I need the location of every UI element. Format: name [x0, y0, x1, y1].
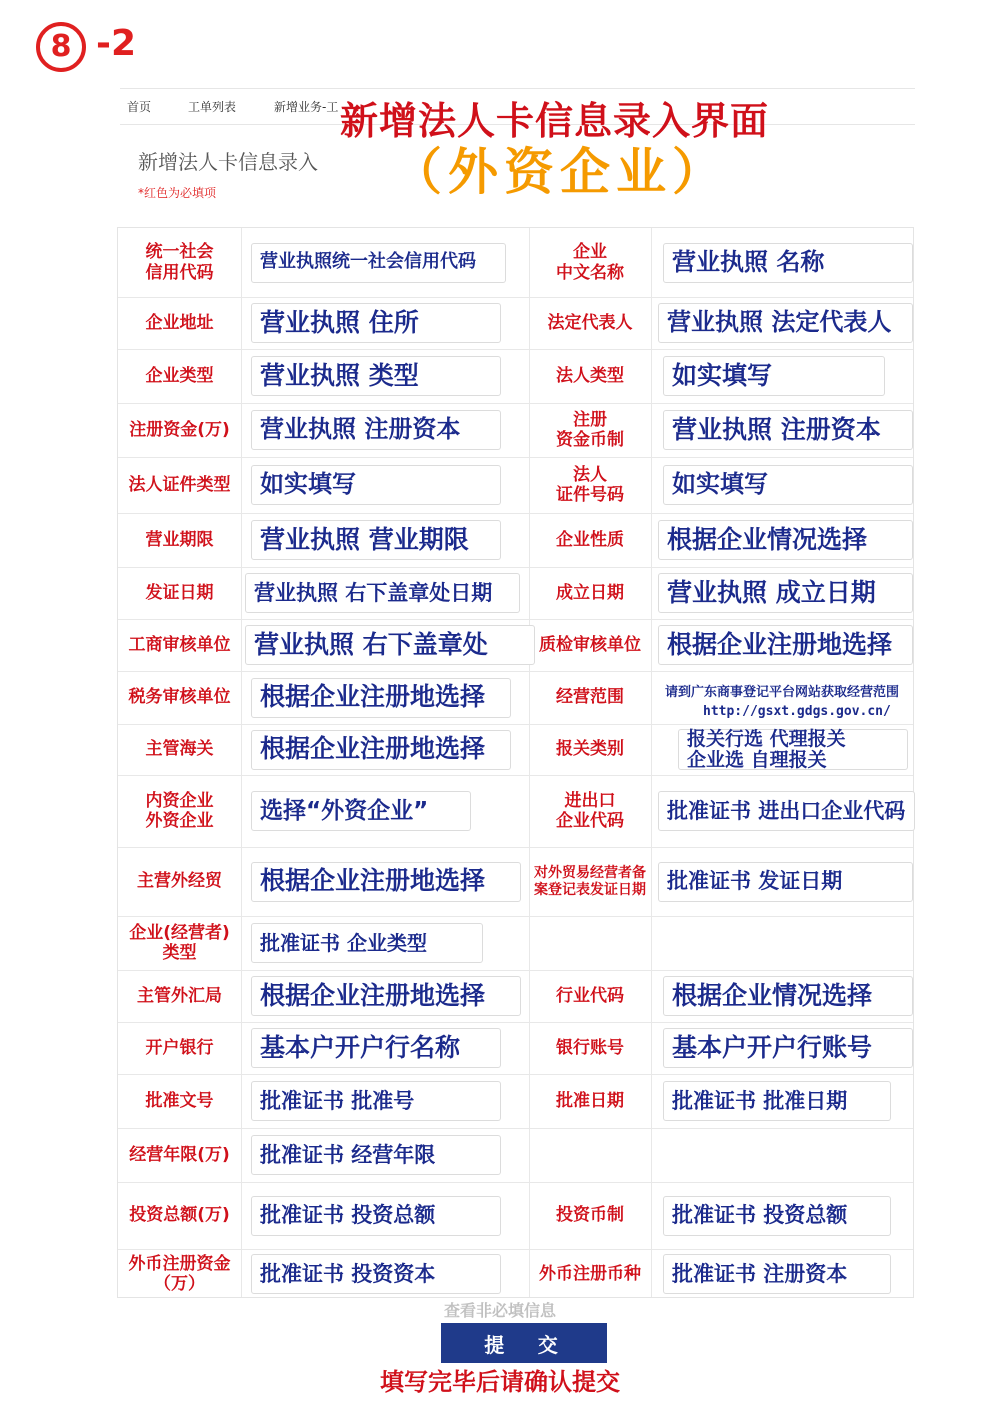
footer-note: 填写完毕后请确认提交	[380, 1368, 620, 1396]
step-suffix: -2	[96, 23, 136, 64]
field-label: 质检审核单位	[539, 634, 641, 655]
tab-work-orders[interactable]: 工单列表	[188, 100, 237, 114]
field-input[interactable]: 营业执照 右下盖章处	[245, 625, 535, 665]
field-label: 批准文号	[145, 1090, 214, 1111]
field-label: 对外贸易经营者备 案登记表发证日期	[534, 864, 646, 898]
field-label: 税务审核单位	[128, 687, 231, 708]
submit-button[interactable]: 提 交	[441, 1323, 607, 1363]
tab-new-business[interactable]: 新增业务-工	[274, 100, 339, 114]
field-input[interactable]: 营业执照 类型	[251, 356, 501, 396]
field-input[interactable]: 营业执照 成立日期	[658, 573, 913, 613]
step-number-badge: 8	[36, 22, 86, 72]
field-input[interactable]: 基本户开户行账号	[663, 1028, 913, 1068]
form-title: 新增法人卡信息录入	[138, 150, 318, 174]
field-label: 企业地址	[145, 312, 214, 333]
field-input[interactable]: 批准证书 批准号	[251, 1081, 501, 1121]
field-label: 法定代表人	[547, 312, 633, 333]
field-label: 开户银行	[145, 1037, 214, 1058]
field-label: 注册资金(万)	[129, 419, 230, 440]
field-label: 银行账号	[556, 1037, 624, 1058]
field-input[interactable]: 根据企业注册地选择	[251, 678, 511, 718]
field-label: 经营年限(万)	[129, 1144, 230, 1165]
required-note: *红色为必填项	[138, 186, 217, 200]
field-input[interactable]: 批准证书 进出口企业代码	[658, 791, 915, 831]
field-label: 企业 中文名称	[556, 242, 624, 283]
field-input[interactable]: 批准证书 经营年限	[251, 1135, 501, 1175]
field-label: 营业期限	[145, 529, 214, 550]
tab-bar-top-divider	[120, 88, 915, 89]
field-label: 主管海关	[145, 739, 214, 760]
field-input[interactable]: 营业执照 注册资本	[251, 410, 501, 450]
field-input[interactable]: 营业执照 名称	[663, 243, 913, 283]
view-optional-info-link[interactable]: 查看非必填信息	[443, 1301, 556, 1320]
field-input[interactable]: 批准证书 投资总额	[663, 1196, 891, 1236]
field-label: 注册 资金币制	[556, 409, 624, 450]
field-label: 企业性质	[556, 529, 624, 550]
field-input[interactable]: 如实填写	[251, 465, 501, 505]
field-input[interactable]: 营业执照 营业期限	[251, 520, 501, 560]
tab-home[interactable]: 首页	[127, 100, 152, 114]
field-label: 投资币制	[556, 1205, 624, 1226]
field-input[interactable]: 根据企业情况选择	[663, 976, 913, 1016]
field-input[interactable]: 根据企业注册地选择	[251, 976, 521, 1016]
field-input[interactable]: 营业执照 住所	[251, 303, 501, 343]
field-input[interactable]: 批准证书 发证日期	[658, 862, 913, 902]
business-scope-note: 请到广东商事登记平台网站获取经营范围	[665, 685, 900, 700]
field-input[interactable]: 报关行选 代理报关 企业选 自理报关	[678, 729, 908, 770]
field-label: 进出口 企业代码	[556, 790, 624, 831]
field-label: 法人证件类型	[128, 474, 231, 495]
field-input[interactable]: 根据企业情况选择	[658, 520, 913, 560]
field-input[interactable]: 根据企业注册地选择	[251, 862, 521, 902]
field-label: 经营范围	[556, 687, 624, 708]
field-input[interactable]: 批准证书 投资总额	[251, 1196, 501, 1236]
field-input[interactable]: 基本户开户行名称	[251, 1028, 501, 1068]
field-input[interactable]: 选择“外资企业”	[251, 791, 471, 831]
field-input[interactable]: 营业执照 法定代表人	[658, 303, 913, 343]
field-label: 发证日期	[145, 582, 214, 603]
field-label: 法人类型	[556, 365, 624, 386]
field-input[interactable]: 如实填写	[663, 356, 885, 396]
field-input[interactable]: 批准证书 批准日期	[663, 1081, 891, 1121]
field-label: 工商审核单位	[128, 634, 231, 655]
field-label: 投资总额(万)	[129, 1205, 230, 1226]
field-input[interactable]: 营业执照 注册资本	[663, 410, 913, 450]
annotation-title: 新增法人卡信息录入界面	[340, 99, 770, 143]
column-divider	[651, 228, 652, 1297]
field-label: 主营外经贸	[137, 871, 222, 892]
annotation-subtitle: （外资企业）	[392, 143, 728, 201]
corporate-card-form	[117, 227, 914, 1298]
column-divider	[241, 228, 242, 1297]
field-label: 外币注册资金 （万）	[128, 1253, 231, 1294]
field-label: 企业(经营者) 类型	[129, 922, 230, 963]
field-input[interactable]: 根据企业注册地选择	[658, 625, 913, 665]
field-label: 企业类型	[145, 365, 214, 386]
field-label: 法人 证件号码	[556, 464, 624, 505]
field-input[interactable]: 营业执照 右下盖章处日期	[245, 573, 520, 613]
field-input[interactable]: 批准证书 企业类型	[251, 923, 483, 963]
field-label: 成立日期	[556, 582, 624, 603]
field-input[interactable]: 批准证书 投资资本	[251, 1254, 501, 1294]
field-label: 外币注册币种	[539, 1263, 641, 1284]
field-label: 统一社会 信用代码	[145, 242, 214, 283]
field-label: 行业代码	[556, 985, 624, 1006]
business-scope-url[interactable]: http://gsxt.gdgs.gov.cn/	[703, 704, 891, 719]
field-label: 内资企业 外资企业	[145, 790, 214, 831]
field-input[interactable]: 如实填写	[663, 465, 913, 505]
field-label: 批准日期	[556, 1090, 624, 1111]
field-input[interactable]: 营业执照统一社会信用代码	[251, 243, 506, 283]
field-label: 主管外汇局	[137, 985, 222, 1006]
field-input[interactable]: 根据企业注册地选择	[251, 730, 511, 770]
field-input[interactable]: 批准证书 注册资本	[663, 1254, 891, 1294]
field-label: 报关类别	[556, 739, 624, 760]
